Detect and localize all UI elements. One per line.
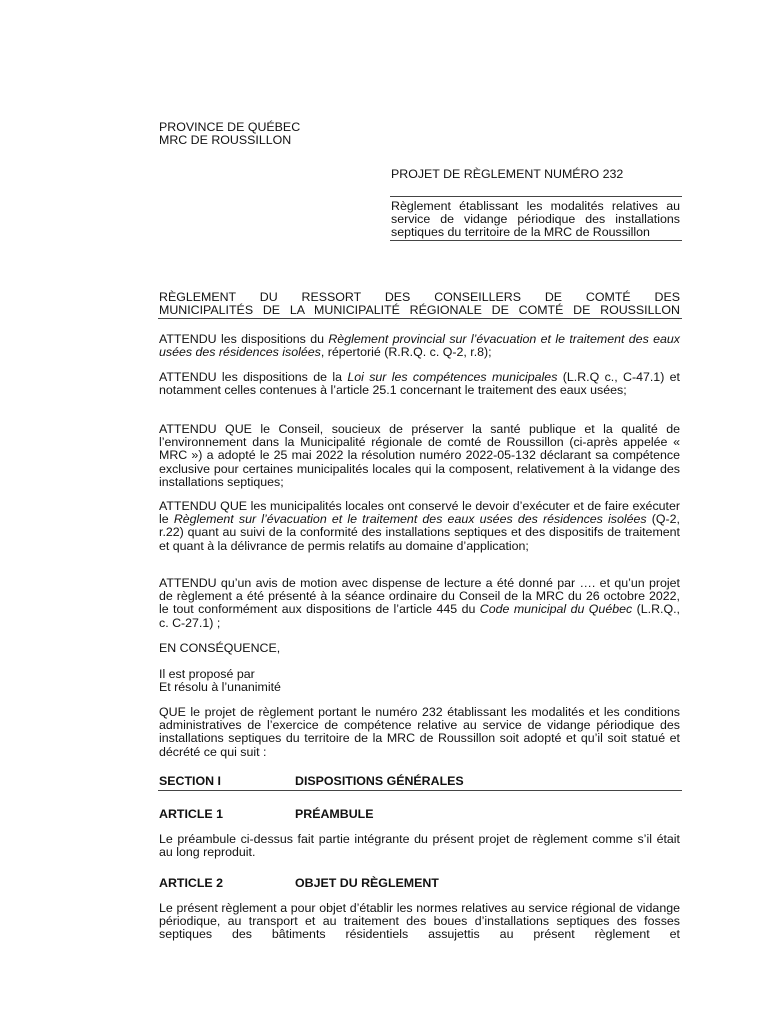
whereas-paragraph-2 bbox=[159, 371, 680, 397]
jurisdiction-line-2: MUNICIPALITÉS DE LA MUNICIPALITÉ RÉGIONALE DE COMTÉ DE ROUSSILLON bbox=[159, 303, 680, 317]
section-rule bbox=[158, 790, 682, 791]
title-rule-bottom bbox=[390, 240, 682, 241]
whereas-4-text: ATTENDU QUE les municipalités locales ont conservé le devoir d’exécuter et de faire exécuter le bbox=[159, 499, 680, 527]
whereas-paragraph-5 bbox=[159, 577, 680, 630]
whereas-1-text: ATTENDU les dispositions du bbox=[159, 332, 329, 346]
whereas-5-text: ATTENDU qu’un avis de motion avec dispense de lecture a été donné par …. et qu’un projet de règlement a été présenté à la séance ordinaire du Conseil de la MRC du 26 octobre 2022, le tout conformément aux dispositions de l’article 445 du bbox=[159, 576, 680, 617]
whereas-4-reference: (Q-2, r.22) quant au suivi de la conformité des installations septiques et des dispositifs de traitement et quant à la délivrance de permis relatifs au domaine d’application; bbox=[159, 512, 680, 553]
article-1-label: ARTICLE 1 bbox=[159, 807, 224, 821]
whereas-4-regulation-title: Règlement sur l’évacuation et le traitement des eaux usées des résidences isolées bbox=[173, 512, 647, 527]
article-2-text: Le présent règlement a pour objet d’établir les normes relatives au service régional de vidange périodique, au transport et au traitement des boues d’installations septiques des fosses septiques des bâtiments résidentiels assujettis au présent règlement et bbox=[159, 901, 680, 942]
subtitle-line: septiques du territoire de la MRC de Roussillon bbox=[391, 225, 650, 240]
article-2-title: OBJET DU RÈGLEMENT bbox=[295, 876, 439, 890]
section-label: SECTION I bbox=[159, 774, 221, 788]
whereas-paragraph-3: ATTENDU QUE le Conseil, soucieux de préserver la santé publique et la qualité de l’environnement dans la Municipalité régionale de comté de Roussillon (ci-après appelée « MRC ») a adopté le 25 mai 2022 la résolution numéro 2022-05-132 déclarant sa compétence exclusive pour certaines municipalités locales qui la composent, relativement à la vidange des installations septiques; bbox=[159, 422, 680, 489]
resolution-paragraph: QUE le projet de règlement portant le numéro 232 établissant les modalités et les conditions administratives de l’exercice de compétence relative au service de vidange périodique des installations septiques du territoire de la MRC de Roussillon soit adopté et qu’il soit statué et décrété ce qui suit : bbox=[159, 705, 680, 759]
article-1-text: Le préambule ci-dessus fait partie intégrante du présent projet de règlement comme s’il était au long reproduit. bbox=[159, 832, 680, 860]
section-title: DISPOSITIONS GÉNÉRALES bbox=[295, 774, 464, 788]
whereas-1-regulation-title: Règlement provincial sur l’évacuation et le traitement des eaux usées des résidences isolées bbox=[159, 332, 680, 360]
whereas-2-text: ATTENDU les dispositions de la bbox=[159, 370, 348, 384]
jurisdiction-rule bbox=[158, 318, 682, 319]
article-2-label: ARTICLE 2 bbox=[159, 876, 224, 890]
whereas-2-reference: (L.R.Q c., C-47.1) et notamment celles contenues à l’article 25.1 concernant le traitement des eaux usées; bbox=[159, 370, 680, 398]
subtitle-line: service de vidange périodique des installations bbox=[391, 212, 680, 227]
subtitle-line: Règlement établissant les modalités relatives au bbox=[391, 199, 680, 213]
title-rule-top bbox=[390, 196, 682, 197]
jurisdiction-line-1: RÈGLEMENT DU RESSORT DES CONSEILLERS DE COMTÉ DES bbox=[159, 290, 680, 304]
whereas-paragraph-1 bbox=[159, 333, 680, 359]
mrc-heading: MRC DE ROUSSILLON bbox=[159, 133, 292, 147]
proposed-by: Il est proposé par bbox=[159, 667, 255, 681]
project-title: PROJET DE RÈGLEMENT NUMÉRO 232 bbox=[391, 167, 624, 181]
whereas-5-code-title: Code municipal du Québec bbox=[479, 602, 633, 617]
province-heading: PROVINCE DE QUÉBEC bbox=[159, 120, 301, 134]
consequence-heading: EN CONSÉQUENCE, bbox=[159, 641, 281, 655]
whereas-1-reference: , répertorié (R.R.Q. c. Q-2, r.8); bbox=[320, 345, 492, 360]
whereas-paragraph-4 bbox=[159, 500, 680, 553]
project-subtitle bbox=[391, 200, 680, 240]
whereas-2-law-title: Loi sur les compétences municipales bbox=[347, 370, 558, 384]
article-1-title: PRÉAMBULE bbox=[295, 807, 374, 821]
resolved-unanimously: Et résolu à l’unanimité bbox=[159, 680, 281, 694]
whereas-5-reference: (L.R.Q., c. C-27.1) ; bbox=[159, 602, 680, 630]
